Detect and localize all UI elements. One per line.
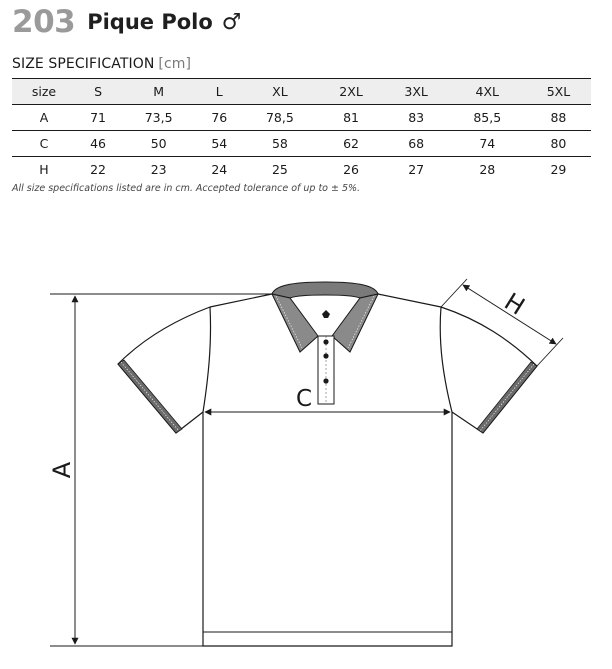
dimension-h-label: H	[499, 287, 530, 321]
table-cell: 71	[76, 105, 120, 131]
table-cell: 81	[319, 105, 384, 131]
table-cell: 58	[241, 131, 318, 157]
column-header: XL	[241, 79, 318, 105]
polo-placket	[318, 336, 334, 404]
dimension-a-label: A	[48, 461, 76, 479]
table-cell: 25	[271, 162, 288, 177]
row-label: A	[12, 105, 76, 131]
table-cell: 26	[343, 162, 359, 177]
table-cell: 27	[408, 162, 425, 177]
table-cell: 80	[526, 131, 591, 157]
column-header: 5XL	[526, 79, 591, 105]
table-cell: 62	[319, 131, 384, 157]
dimension-c-label: C	[295, 386, 313, 412]
column-header: M	[120, 79, 197, 105]
brand-logo-icon	[322, 310, 330, 318]
size-spec-unit: [cm]	[158, 56, 192, 72]
button	[323, 378, 328, 383]
male-symbol-icon: ♂	[221, 9, 242, 35]
table-cell: 50	[120, 131, 197, 157]
row-label: C	[12, 131, 76, 157]
column-header: 4XL	[449, 79, 526, 105]
table-cell: 76	[197, 105, 241, 131]
table-cell: 29	[550, 162, 567, 177]
column-header: 3XL	[384, 79, 449, 105]
product-name: Pique Polo	[87, 10, 213, 34]
table-cell: 85,5	[449, 105, 526, 131]
table-cell: 74	[449, 131, 526, 157]
table-cell: 22	[90, 162, 106, 177]
polo-body-outline	[203, 412, 452, 646]
column-header: 2XL	[319, 79, 384, 105]
table-cell: 23	[150, 162, 167, 177]
button	[323, 339, 328, 344]
size-spec-title: SIZE SPECIFICATION	[12, 56, 155, 72]
table-cell: 46	[76, 131, 120, 157]
column-header: size	[12, 79, 76, 105]
button	[323, 353, 328, 358]
tolerance-note: All size specifications listed are in cm. Accepted tolerance of up to ± 5%.	[12, 183, 361, 194]
table-cell: 24	[211, 162, 228, 177]
table-cell: 73,5	[120, 105, 197, 131]
table-cell: 54	[197, 131, 241, 157]
table-cell: 83	[384, 105, 449, 131]
column-header: S	[76, 79, 120, 105]
column-header: L	[197, 79, 241, 105]
table-cell: 88	[526, 105, 591, 131]
table-cell: 28	[479, 162, 496, 177]
row-label: H	[39, 162, 49, 177]
model-number: 203	[12, 4, 76, 40]
table-cell: 78,5	[241, 105, 318, 131]
table-cell: 68	[384, 131, 449, 157]
